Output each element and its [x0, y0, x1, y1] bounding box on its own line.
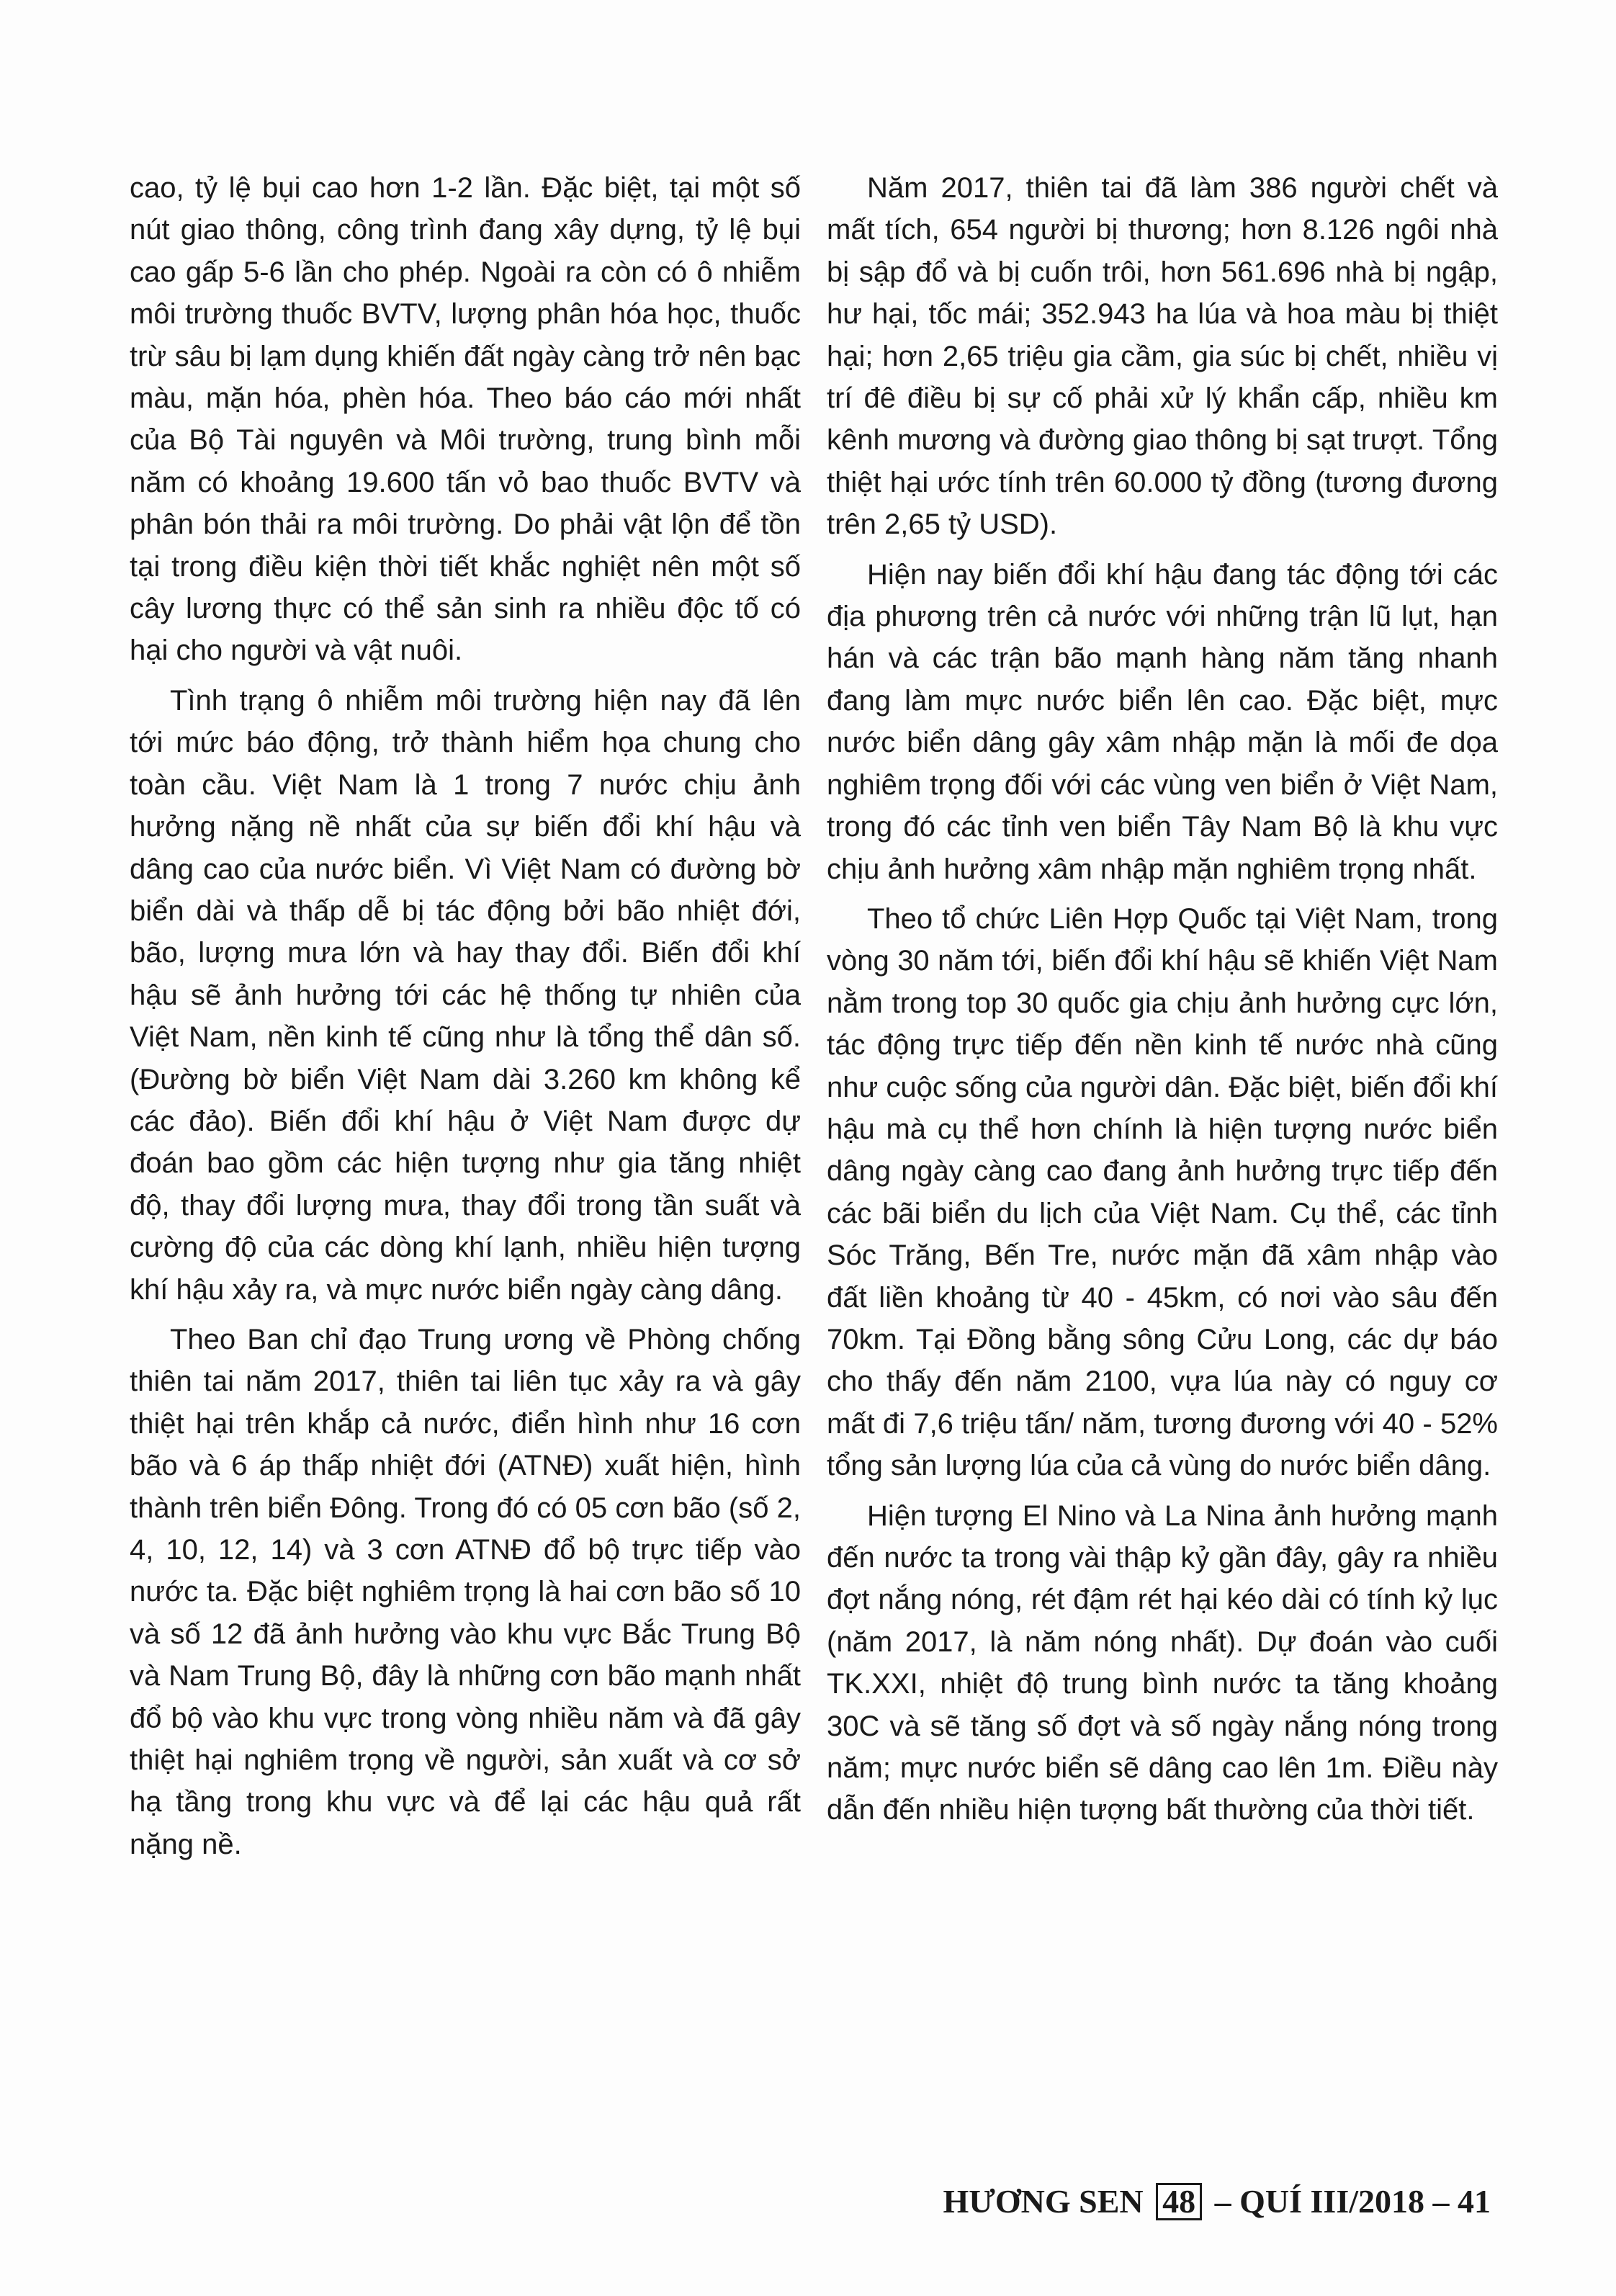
paragraph: Hiện tượng El Nino và La Nina ảnh hưởng mạnh đến nước ta trong vài thập kỷ gần đây, gây ra nhiều đợt nắng nóng, rét đậm rét hại kéo dài có tính kỷ lục (năm 2017, là năm nóng nhất). Dự đoán vào cuối TK.XXI, nhiệt độ trung bình nước ta tăng khoảng 30C và sẽ tăng số đợt và số ngày nắng nóng trong năm; mực nước biển sẽ dâng cao lên 1m. Điều này dẫn đến nhiều hiện tượng bất thường của thời tiết.	[827, 1499, 1498, 1826]
page-number: 41	[1458, 2183, 1491, 2220]
paragraph: Theo Ban chỉ đạo Trung ương về Phòng chống thiên tai năm 2017, thiên tai liên tục xảy ra và gây thiệt hại trên khắp cả nước, điển hình như 16 cơn bão và 6 áp thấp nhiệt đới (ATNĐ) xuất hiện, hình thành trên biển Đông. Trong đó có 05 cơn bão (số 2, 4, 10, 12, 14) và 3 cơn ATNĐ đổ bộ trực tiếp vào nước ta. Đặc biệt nghiêm trọng là hai cơn bão số 10 và số 12 đã ảnh hưởng vào khu vực Bắc Trung Bộ và Nam Trung Bộ, đây là những cơn bão mạnh nhất đổ bộ vào khu vực trong vòng nhiều năm và đã gây thiệt hại nghiêm trọng về người, sản xuất và cơ sở hạ tầng trong khu vực và để lại các hậu quả rất nặng nề.	[130, 1323, 801, 1860]
left-column	[130, 167, 801, 1873]
paragraph: Tình trạng ô nhiễm môi trường hiện nay đã lên tới mức báo động, trở thành hiểm họa chung cho toàn cầu. Việt Nam là 1 trong 7 nước chịu ảnh hưởng nặng nề nhất của sự biến đổi khí hậu và dâng cao của nước biển. Vì Việt Nam có đường bờ biển dài và thấp dễ bị tác động bởi bão nhiệt đới, bão, lượng mưa lớn và hay thay đổi. Biến đổi khí hậu sẽ ảnh hưởng tới các hệ thống tự nhiên của Việt Nam, nền kinh tế cũng như là tổng thể dân số. (Đường bờ biển Việt Nam dài 3.260 km không kể các đảo). Biến đổi khí hậu ở Việt Nam được dự đoán bao gồm các hiện tượng như gia tăng nhiệt độ, thay đổi lượng mưa, thay đổi trong tần suất và cường độ của các dòng khí lạnh, nhiều hiện tượng khí hậu xảy ra, và mực nước biển ngày càng dâng.	[130, 684, 801, 1306]
issue-period: – QUÍ III/2018 –	[1214, 2183, 1450, 2220]
issue-number: 48	[1156, 2183, 1202, 2220]
paragraph: Năm 2017, thiên tai đã làm 386 người chết và mất tích, 654 người bị thương; hơn 8.126 ngôi nhà bị sập đổ và bị cuốn trôi, hơn 561.696 nhà bị ngập, hư hại, tốc mái; 352.943 ha lúa và hoa màu bị thiệt hại; hơn 2,65 triệu gia cầm, gia súc bị chết, nhiều vị trí đê điều bị sự cố phải xử lý khẩn cấp, nhiều km kênh mương và đường giao thông bị sạt trượt. Tổng thiệt hại ước tính trên 60.000 tỷ đồng (tương đương trên 2,65 tỷ USD).	[827, 172, 1498, 541]
right-column	[827, 167, 1498, 1839]
magazine-name: HƯƠNG SEN	[943, 2183, 1144, 2220]
page-footer	[850, 2182, 1491, 2220]
paragraph: Hiện nay biến đổi khí hậu đang tác động tới các địa phương trên cả nước với những trận lũ lụt, hạn hán và các trận bão mạnh hàng năm tăng nhanh đang làm mực nước biển lên cao. Đặc biệt, mực nước biển dâng gây xâm nhập mặn là mối đe dọa nghiêm trọng đối với các vùng ven biển ở Việt Nam, trong đó các tỉnh ven biển Tây Nam Bộ là khu vực chịu ảnh hưởng xâm nhập mặn nghiêm trọng nhất.	[827, 558, 1498, 885]
paragraph: Theo tổ chức Liên Hợp Quốc tại Việt Nam, trong vòng 30 năm tới, biến đổi khí hậu sẽ khiến Việt Nam nằm trong top 30 quốc gia chịu ảnh hưởng cực lớn, tác động trực tiếp đến nền kinh tế nước nhà cũng như cuộc sống của người dân. Đặc biệt, biến đổi khí hậu mà cụ thể hơn chính là hiện tượng nước biển dâng ngày càng cao đang ảnh hưởng trực tiếp đến các bãi biển du lịch của Việt Nam. Cụ thể, các tỉnh Sóc Trăng, Bến Tre, nước mặn đã xâm nhập vào đất liền khoảng từ 40 - 45km, có nơi vào sâu đến 70km. Tại Đồng bằng sông Cửu Long, các dự báo cho thấy đến năm 2100, vựa lúa này có nguy cơ mất đi 7,6 triệu tấn/ năm, tương đương với 40 - 52% tổng sản lượng lúa của cả vùng do nước biển dâng.	[827, 902, 1498, 1482]
paragraph: cao, tỷ lệ bụi cao hơn 1-2 lần. Đặc biệt, tại một số nút giao thông, công trình đang xây dựng, tỷ lệ bụi cao gấp 5-6 lần cho phép. Ngoài ra còn có ô nhiễm môi trường thuốc BVTV, lượng phân hóa học, thuốc trừ sâu bị lạm dụng khiến đất ngày càng trở nên bạc màu, mặn hóa, phèn hóa. Theo báo cáo mới nhất của Bộ Tài nguyên và Môi trường, trung bình mỗi năm có khoảng 19.600 tấn vỏ bao thuốc BVTV và phân bón thải ra môi trường. Do phải vật lộn để tồn tại trong điều kiện thời tiết khắc nghiệt nên một số cây lương thực có thể sản sinh ra nhiều độc tố có hại cho người và vật nuôi.	[130, 172, 801, 667]
